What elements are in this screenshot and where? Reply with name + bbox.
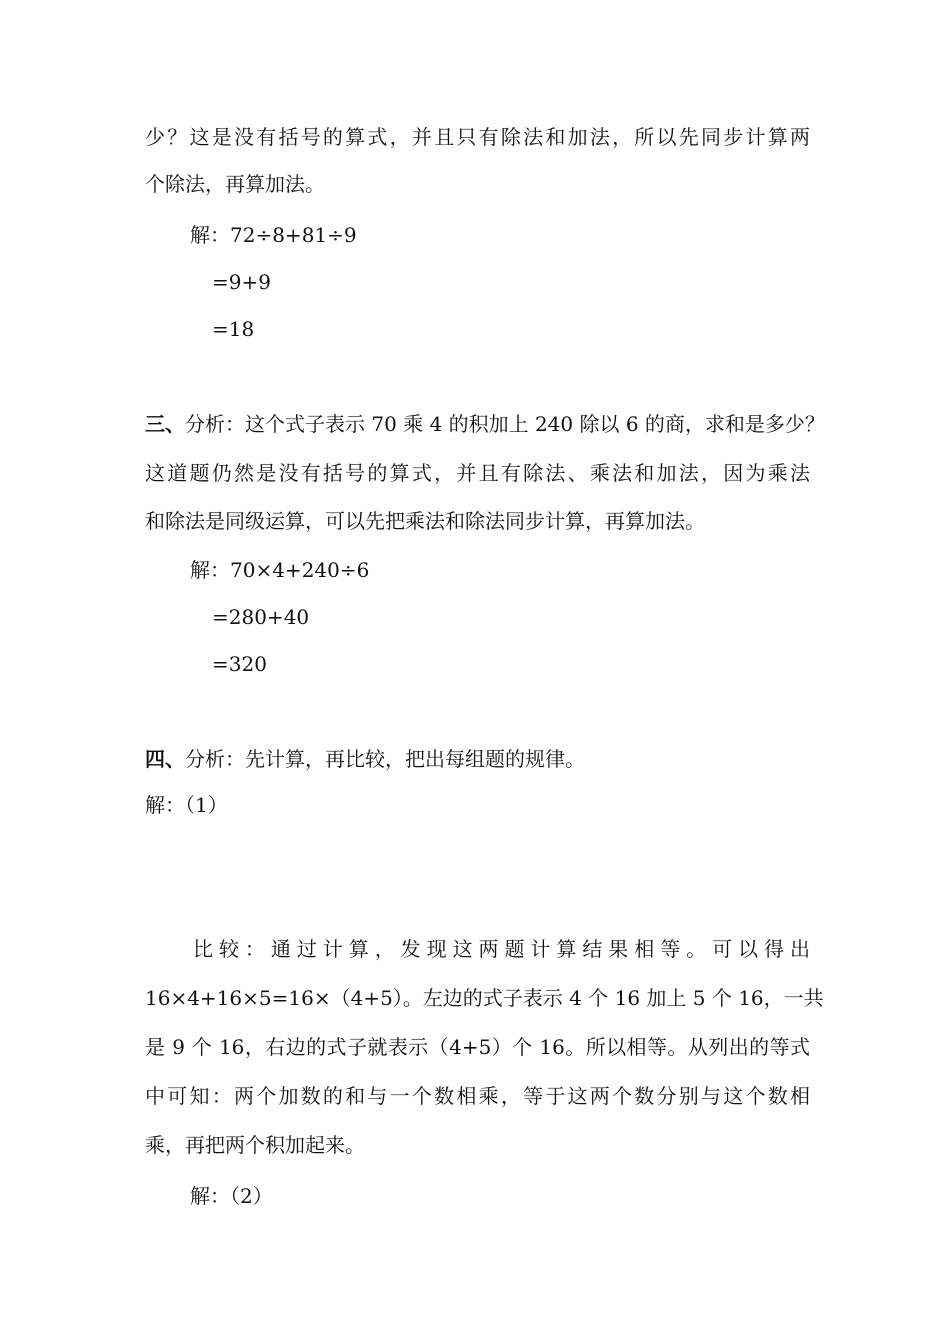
sec3-step-1: =280+40	[212, 605, 310, 629]
sec2-line-1: 少？这是没有括号的算式，并且只有除法和加法，所以先同步计算两	[145, 125, 810, 149]
sec3-line-1	[145, 410, 825, 438]
sec4-compare-line-5: 乘，再把两个积加起来。	[145, 1133, 365, 1157]
sec2-solution-expr: 72÷8+81÷9	[230, 223, 357, 247]
sec2-solution	[190, 221, 357, 249]
sec2-step-2: =18	[212, 317, 255, 341]
sec2-line-2: 个除法，再算加法。	[145, 172, 325, 196]
sec4-heading: 四、	[145, 747, 185, 771]
sec3-solution-expr: 70×4+240÷6	[230, 558, 370, 582]
sec4-compare-line-4: 中可知：两个加数的和与一个数相乘，等于这两个数分别与这个数相	[145, 1084, 810, 1108]
sec3-line-2: 这道题仍然是没有括号的算式，并且有除法、乘法和加法，因为乘法	[145, 461, 810, 485]
sec4-solution-1: 解：（1）	[145, 793, 228, 817]
sec4-line-1-text: 分析：先计算，再比较，把出每组题的规律。	[185, 747, 585, 771]
sec3-solution-label: 解：	[190, 558, 230, 582]
sec3-heading: 三、	[145, 412, 185, 436]
sec2-solution-label: 解：	[190, 223, 230, 247]
sec4-compare-line-1: 比较：通过计算，发现这两题计算结果相等。可以得出	[193, 937, 810, 961]
sec4-line-1	[145, 745, 585, 773]
sec4-compare-line-2: 16×4+16×5=16×（4+5）。左边的式子表示 4 个 16 加上 5 个 16，一共	[145, 986, 824, 1010]
sec3-step-2: =320	[212, 652, 267, 676]
sec3-solution	[190, 556, 369, 584]
sec2-step-1: =9+9	[212, 270, 271, 294]
sec3-line-1-text: 分析：这个式子表示 70 乘 4 的积加上 240 除以 6 的商，求和是多少？	[185, 412, 825, 436]
sec4-compare-line-3: 是 9 个 16，右边的式子就表示（4+5）个 16。所以相等。从列出的等式	[145, 1035, 810, 1059]
sec3-line-3: 和除法是同级运算，可以先把乘法和除法同步计算，再算加法。	[145, 509, 705, 533]
sec4-solution-2: 解：（2）	[190, 1184, 273, 1208]
